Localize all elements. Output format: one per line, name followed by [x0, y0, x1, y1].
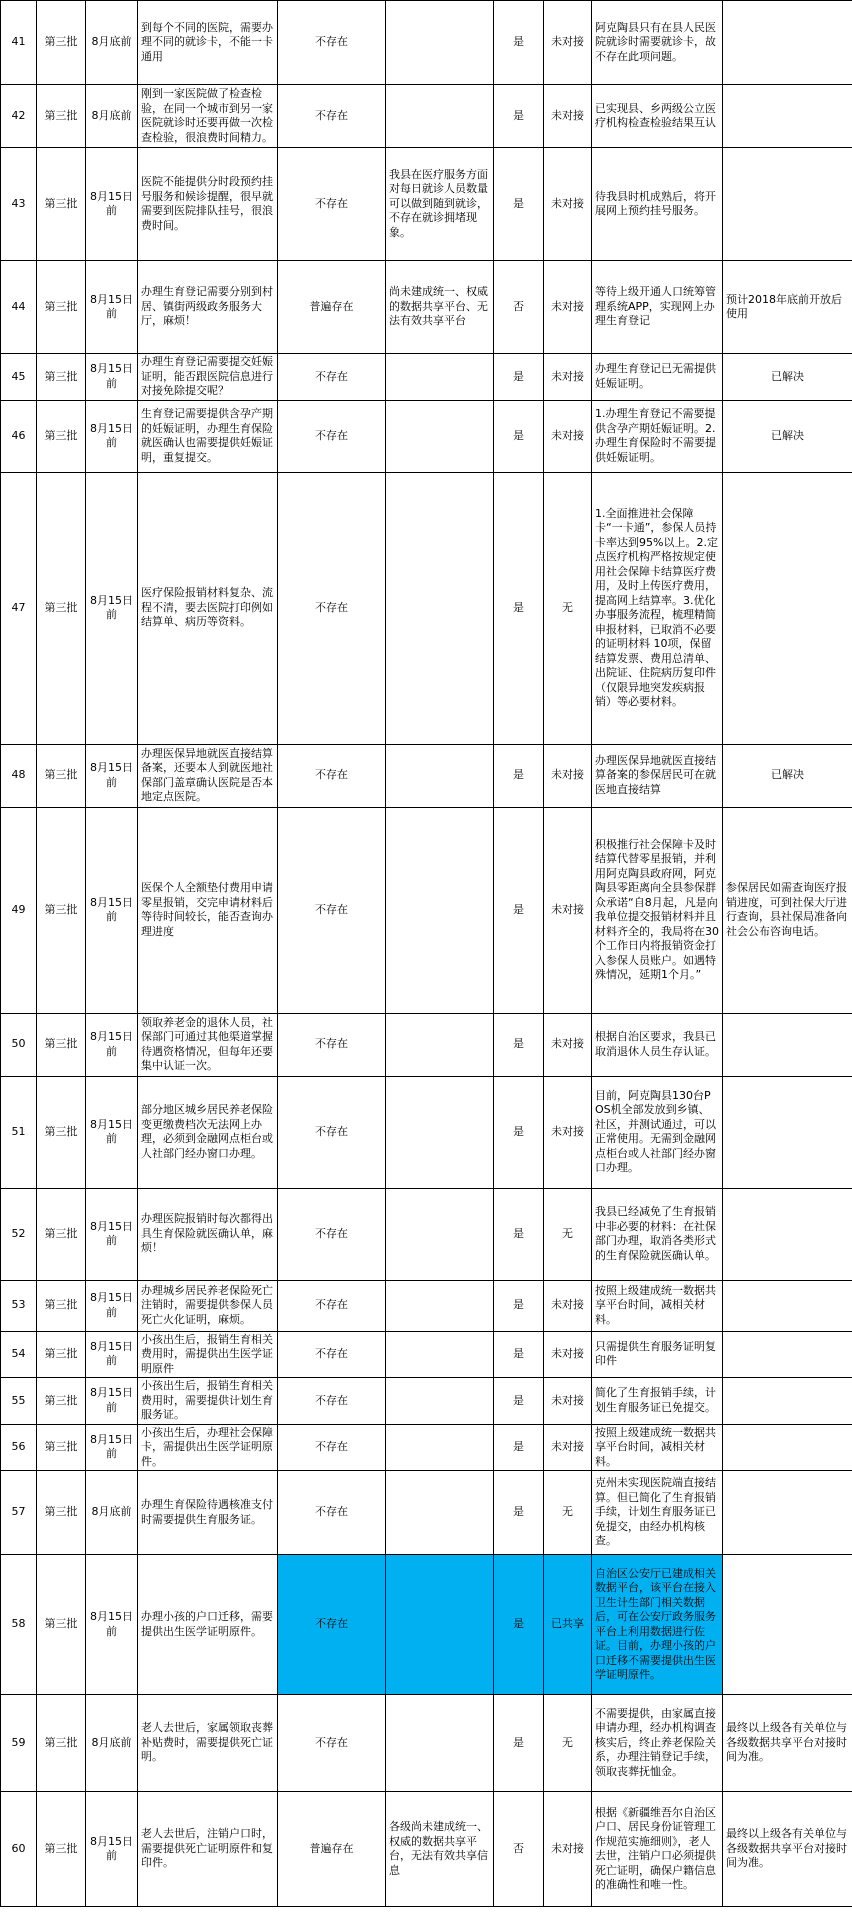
cell-deadline: 8月15日前 [86, 1331, 138, 1378]
cell-deadline: 8月15日前 [86, 1188, 138, 1280]
cell-reason [386, 1378, 494, 1425]
cell-docking-status: 无 [544, 1188, 592, 1280]
cell-issue: 办理生育保险待遇核准支付时需要提供生育服务证。 [138, 1471, 278, 1555]
cell-batch: 第三批 [37, 1188, 86, 1280]
cell-existence: 不存在 [278, 1331, 386, 1378]
cell-existence: 不存在 [278, 472, 386, 744]
cell-reason: 我县在医疗服务方面对每日就诊人员数量可以做到随到就诊，不存在就诊拥堵现象。 [386, 148, 494, 261]
cell-issue: 领取养老金的退休人员，社保部门可通过其他渠道掌握待遇资格情况，但每年还要集中认证一次。 [138, 1013, 278, 1076]
cell-deadline: 8月底前 [86, 1471, 138, 1555]
cell-docking-status: 未对接 [544, 1280, 592, 1331]
cell-number: 53 [1, 1280, 37, 1331]
cell-measure: 按照上级建成统一数据共享平台时间，减相关材料。 [592, 1280, 723, 1331]
cell-issue: 办理生育登记需要提交妊娠证明，能否跟医院信息进行对接免除提交呢？ [138, 354, 278, 401]
cell-measure: 阿克陶县只有在县人民医院就诊时需要就诊卡，故不存在此项问题。 [592, 1, 723, 85]
cell-deadline: 8月底前 [86, 1695, 138, 1792]
cell-deadline: 8月15日前 [86, 1280, 138, 1331]
cell-measure: 积极推行社会保障卡及时结算代替零星报销，并利用阿克陶县政府网，阿克陶县零距离向全县参保群众承诺“自8月起，凡是向我单位提交报销材料并且材料齐全的，我局将在30个工作日内将报销资金打入参保人员账户。如遇特殊情况，延期1个月。” [592, 807, 723, 1013]
cell-deadline: 8月15日前 [86, 807, 138, 1013]
cell-note: 参保居民如需查询医疗报销进度，可到社保大厅进行查询，县社保局准备向社会公布咨询电话。 [723, 807, 852, 1013]
table-row [1, 807, 852, 1013]
cell-issue: 小孩出生后，报销生育相关费用时，需要提供计划生育服务证。 [138, 1378, 278, 1425]
cell-measure: 按照上级建成统一数据共享平台时间，减相关材料。 [592, 1424, 723, 1471]
cell-note [723, 472, 852, 744]
cell-deadline: 8月底前 [86, 85, 138, 148]
cell-docking-status: 未对接 [544, 1378, 592, 1425]
cell-deadline: 8月15日前 [86, 148, 138, 261]
cell-number: 51 [1, 1076, 37, 1188]
cell-batch: 第三批 [37, 472, 86, 744]
cell-note: 最终以上级各有关单位与各级数据共享平台对接时间为准。 [723, 1792, 852, 1907]
cell-reason [386, 1188, 494, 1280]
cell-deadline: 8月15日前 [86, 1378, 138, 1425]
cell-note [723, 1378, 852, 1425]
table-row [1, 1331, 852, 1378]
table-row [1, 472, 852, 744]
cell-system-built: 是 [494, 1471, 544, 1555]
cell-note [723, 1331, 852, 1378]
cell-docking-status: 未对接 [544, 1331, 592, 1378]
cell-issue: 医保个人全额垫付费用申请零星报销，交完申请材料后等待时间较长，能否查询办理进度 [138, 807, 278, 1013]
cell-existence: 不存在 [278, 1076, 386, 1188]
cell-measure: 简化了生育报销手续，计划生育服务证已免提交。 [592, 1378, 723, 1425]
cell-measure: 待我县时机成熟后，将开展网上预约挂号服务。 [592, 148, 723, 261]
table-row [1, 354, 852, 401]
cell-batch: 第三批 [37, 807, 86, 1013]
cell-measure: 已实现县、乡两级公立医疗机构检查检验结果互认 [592, 85, 723, 148]
cell-number: 60 [1, 1792, 37, 1907]
cell-note [723, 85, 852, 148]
cell-docking-status: 未对接 [544, 148, 592, 261]
cell-existence: 不存在 [278, 1555, 386, 1695]
cell-issue: 医疗保险报销材料复杂、流程不清，要去医院打印例如结算单、病历等资料。 [138, 472, 278, 744]
cell-system-built: 是 [494, 1188, 544, 1280]
cell-note [723, 1555, 852, 1695]
table-row [1, 1, 852, 85]
cell-note [723, 1471, 852, 1555]
table-row [1, 261, 852, 354]
cell-number: 49 [1, 807, 37, 1013]
cell-docking-status: 未对接 [544, 807, 592, 1013]
cell-docking-status: 未对接 [544, 400, 592, 472]
table-row [1, 1471, 852, 1555]
cell-reason [386, 807, 494, 1013]
cell-system-built: 否 [494, 1792, 544, 1907]
cell-measure: 我县已经减免了生育报销中非必要的材料：在社保部门办理，取消各类形式的生育保险就医确认单。 [592, 1188, 723, 1280]
cell-number: 42 [1, 85, 37, 148]
cell-batch: 第三批 [37, 261, 86, 354]
cell-docking-status: 未对接 [544, 85, 592, 148]
table-row [1, 1555, 852, 1695]
cell-docking-status: 无 [544, 1695, 592, 1792]
cell-note: 预计2018年底前开放后使用 [723, 261, 852, 354]
cell-batch: 第三批 [37, 1076, 86, 1188]
table-row [1, 1695, 852, 1792]
cell-number: 52 [1, 1188, 37, 1280]
cell-batch: 第三批 [37, 1331, 86, 1378]
cell-system-built: 是 [494, 1331, 544, 1378]
cell-docking-status: 无 [544, 472, 592, 744]
cell-batch: 第三批 [37, 1555, 86, 1695]
cell-system-built: 是 [494, 1280, 544, 1331]
cell-reason: 尚未建成统一、权威的数据共享平台、无法有效共享平台 [386, 261, 494, 354]
cell-batch: 第三批 [37, 744, 86, 807]
cell-measure: 1.办理生育登记不需要提供含孕产期妊娠证明。2.办理生育保险时不需要提供妊娠证明。 [592, 400, 723, 472]
cell-batch: 第三批 [37, 1, 86, 85]
table-row [1, 148, 852, 261]
cell-batch: 第三批 [37, 85, 86, 148]
cell-deadline: 8月底前 [86, 1, 138, 85]
table-row [1, 85, 852, 148]
cell-system-built: 是 [494, 744, 544, 807]
cell-batch: 第三批 [37, 148, 86, 261]
cell-system-built: 是 [494, 472, 544, 744]
cell-number: 58 [1, 1555, 37, 1695]
cell-existence: 不存在 [278, 1, 386, 85]
cell-docking-status: 已共享 [544, 1555, 592, 1695]
cell-reason: 各级尚未建成统一、权威的数据共享平台，无法有效共享信息 [386, 1792, 494, 1907]
cell-issue: 办理小孩的户口迁移，需要提供出生医学证明原件。 [138, 1555, 278, 1695]
cell-issue: 医院不能提供分时段预约挂号服务和候诊提醒，很早就需要到医院排队挂号，很浪费时间。 [138, 148, 278, 261]
cell-reason [386, 744, 494, 807]
table-row [1, 1424, 852, 1471]
cell-batch: 第三批 [37, 1792, 86, 1907]
cell-batch: 第三批 [37, 1013, 86, 1076]
cell-measure: 根据自治区要求，我县已取消退休人员生存认证。 [592, 1013, 723, 1076]
cell-measure: 自治区公安厅已建成相关数据平台，该平台在接入卫生计生部门相关数据后，可在公安厅政务服务平台上利用数据进行佐证。目前，办理小孩的户口迁移不需要提供出生医学证明原件。 [592, 1555, 723, 1695]
cell-docking-status: 未对接 [544, 1013, 592, 1076]
cell-deadline: 8月15日前 [86, 1792, 138, 1907]
cell-system-built: 否 [494, 261, 544, 354]
cell-system-built: 是 [494, 1555, 544, 1695]
cell-system-built: 是 [494, 148, 544, 261]
cell-note [723, 1188, 852, 1280]
cell-docking-status: 未对接 [544, 744, 592, 807]
cell-existence: 不存在 [278, 744, 386, 807]
cell-existence: 不存在 [278, 85, 386, 148]
cell-note: 已解决 [723, 744, 852, 807]
cell-existence: 不存在 [278, 1471, 386, 1555]
cell-number: 41 [1, 1, 37, 85]
cell-issue: 老人去世后，注销户口时，需要提供死亡证明原件和复印件。 [138, 1792, 278, 1907]
cell-deadline: 8月15日前 [86, 1076, 138, 1188]
cell-existence: 普遍存在 [278, 1792, 386, 1907]
cell-reason [386, 1331, 494, 1378]
cell-reason [386, 1076, 494, 1188]
cell-reason [386, 1280, 494, 1331]
table-row [1, 1280, 852, 1331]
cell-docking-status: 未对接 [544, 354, 592, 401]
cell-docking-status: 未对接 [544, 1424, 592, 1471]
cell-system-built: 是 [494, 1013, 544, 1076]
cell-reason [386, 400, 494, 472]
cell-note [723, 1424, 852, 1471]
cell-issue: 办理生育登记需要分别到村居、镇街两级政务服务大厅，麻烦！ [138, 261, 278, 354]
cell-issue: 老人去世后，家属领取丧葬补贴费时，需要提供死亡证明。 [138, 1695, 278, 1792]
cell-measure: 只需提供生育服务证明复印件 [592, 1331, 723, 1378]
cell-issue: 办理城乡居民养老保险死亡注销时，需要提供参保人员死亡火化证明，麻烦。 [138, 1280, 278, 1331]
cell-deadline: 8月15日前 [86, 400, 138, 472]
cell-reason [386, 85, 494, 148]
cell-existence: 不存在 [278, 148, 386, 261]
cell-deadline: 8月15日前 [86, 1424, 138, 1471]
cell-reason [386, 1424, 494, 1471]
cell-measure: 办理医保异地就医直接结算备案的参保居民可在就医地直接结算 [592, 744, 723, 807]
cell-issue: 小孩出生后，办理社会保障卡，需提供出生医学证明原件。 [138, 1424, 278, 1471]
cell-issue: 小孩出生后，报销生育相关费用时，需提供出生医学证明原件 [138, 1331, 278, 1378]
cell-existence: 不存在 [278, 1424, 386, 1471]
cell-reason [386, 1555, 494, 1695]
cell-note: 已解决 [723, 400, 852, 472]
cell-existence: 不存在 [278, 1013, 386, 1076]
cell-batch: 第三批 [37, 1280, 86, 1331]
cell-existence: 不存在 [278, 400, 386, 472]
cell-number: 50 [1, 1013, 37, 1076]
cell-docking-status: 未对接 [544, 1, 592, 85]
cell-system-built: 是 [494, 1695, 544, 1792]
cell-existence: 不存在 [278, 1188, 386, 1280]
cell-issue: 到每个不同的医院，需要办理不同的就诊卡，不能一卡通用 [138, 1, 278, 85]
cell-reason [386, 1013, 494, 1076]
cell-note [723, 148, 852, 261]
cell-deadline: 8月15日前 [86, 744, 138, 807]
cell-system-built: 是 [494, 807, 544, 1013]
cell-batch: 第三批 [37, 400, 86, 472]
cell-number: 43 [1, 148, 37, 261]
cell-existence: 不存在 [278, 1280, 386, 1331]
cell-docking-status: 无 [544, 1471, 592, 1555]
table-row [1, 1378, 852, 1425]
cell-system-built: 是 [494, 400, 544, 472]
cell-reason [386, 1471, 494, 1555]
cell-measure: 办理生育登记已无需提供妊娠证明。 [592, 354, 723, 401]
cell-number: 57 [1, 1471, 37, 1555]
cell-issue: 生育登记需要提供含孕产期的妊娠证明，办理生育保险就医确认也需要提供妊娠证明，重复提交。 [138, 400, 278, 472]
cell-measure: 不需要提供，由家属直接申请办理，经办机构调查核实后，终止养老保险关系，办理注销登记手续，领取丧葬抚恤金。 [592, 1695, 723, 1792]
cell-number: 47 [1, 472, 37, 744]
cell-number: 56 [1, 1424, 37, 1471]
cell-reason [386, 1, 494, 85]
cell-existence: 不存在 [278, 354, 386, 401]
table-row [1, 744, 852, 807]
table-row [1, 1188, 852, 1280]
cell-system-built: 是 [494, 85, 544, 148]
table-row [1, 1076, 852, 1188]
cell-issue: 办理医院报销时每次都得出具生育保险就医确认单，麻烦！ [138, 1188, 278, 1280]
cell-docking-status: 未对接 [544, 261, 592, 354]
cell-note [723, 1280, 852, 1331]
cell-batch: 第三批 [37, 354, 86, 401]
cell-issue: 刚到一家医院做了检查检验，在同一个城市到另一家医院就诊时还要再做一次检查检验，很浪费时间精力。 [138, 85, 278, 148]
table-row [1, 1792, 852, 1907]
cell-note: 最终以上级各有关单位与各级数据共享平台对接时间为准。 [723, 1695, 852, 1792]
cell-reason [386, 472, 494, 744]
cell-deadline: 8月15日前 [86, 1555, 138, 1695]
cell-docking-status: 未对接 [544, 1792, 592, 1907]
cell-deadline: 8月15日前 [86, 472, 138, 744]
cell-number: 55 [1, 1378, 37, 1425]
cell-measure: 等待上级开通人口统筹管理系统APP，实现网上办理生育登记 [592, 261, 723, 354]
cell-system-built: 是 [494, 354, 544, 401]
cell-number: 59 [1, 1695, 37, 1792]
cell-deadline: 8月15日前 [86, 354, 138, 401]
table-row [1, 400, 852, 472]
cell-existence: 不存在 [278, 1695, 386, 1792]
cell-batch: 第三批 [37, 1471, 86, 1555]
cell-deadline: 8月15日前 [86, 1013, 138, 1076]
cell-existence: 不存在 [278, 1378, 386, 1425]
table-row [1, 1013, 852, 1076]
cell-number: 48 [1, 744, 37, 807]
cell-number: 54 [1, 1331, 37, 1378]
cell-batch: 第三批 [37, 1424, 86, 1471]
cell-number: 44 [1, 261, 37, 354]
cell-note [723, 1076, 852, 1188]
cell-batch: 第三批 [37, 1378, 86, 1425]
cell-issue: 部分地区城乡居民养老保险变更缴费档次无法网上办理，必须到金融网点柜台或人社部门经办窗口办理。 [138, 1076, 278, 1188]
cell-system-built: 是 [494, 1378, 544, 1425]
cell-measure: 克州未实现医院端直接结算。但已简化了生育报销手续，计划生育服务证已免提交，由经办机构核查。 [592, 1471, 723, 1555]
cell-note: 已解决 [723, 354, 852, 401]
cell-batch: 第三批 [37, 1695, 86, 1792]
cell-measure: 根据《新疆维吾尔自治区户口、居民身份证管理工作规范实施细则》，老人去世，注销户口必须提供死亡证明，确保户籍信息的准确性和唯一性。 [592, 1792, 723, 1907]
cell-measure: 目前，阿克陶县130台POS机全部发放到乡镇、社区，并测试通过，可以正常使用。无需到金融网点柜台或人社部门经办窗口办理。 [592, 1076, 723, 1188]
cell-note [723, 1013, 852, 1076]
cell-existence: 不存在 [278, 807, 386, 1013]
cell-existence: 普遍存在 [278, 261, 386, 354]
cell-docking-status: 未对接 [544, 1076, 592, 1188]
cell-number: 46 [1, 400, 37, 472]
cell-system-built: 是 [494, 1, 544, 85]
cell-reason [386, 1695, 494, 1792]
cell-system-built: 是 [494, 1424, 544, 1471]
cell-issue: 办理医保异地就医直接结算备案，还要本人到就医地社保部门盖章确认医院是否本地定点医院。 [138, 744, 278, 807]
cell-reason [386, 354, 494, 401]
cell-system-built: 是 [494, 1076, 544, 1188]
cell-deadline: 8月15日前 [86, 261, 138, 354]
cell-number: 45 [1, 354, 37, 401]
cell-note [723, 1, 852, 85]
cell-measure: 1.全面推进社会保障卡“一卡通”，参保人员持卡率达到95%以上。2.定点医疗机构严格按规定使用社会保障卡结算医疗费用，及时上传医疗费用，提高网上结算率。3.优化办事服务流程，梳理精简申报材料，已取消不必要的证明材料 10项，保留结算发票、费用总清单、出院证、住院病历复印件（仅限异地突发疾病报销）等必要材料。 [592, 472, 723, 744]
